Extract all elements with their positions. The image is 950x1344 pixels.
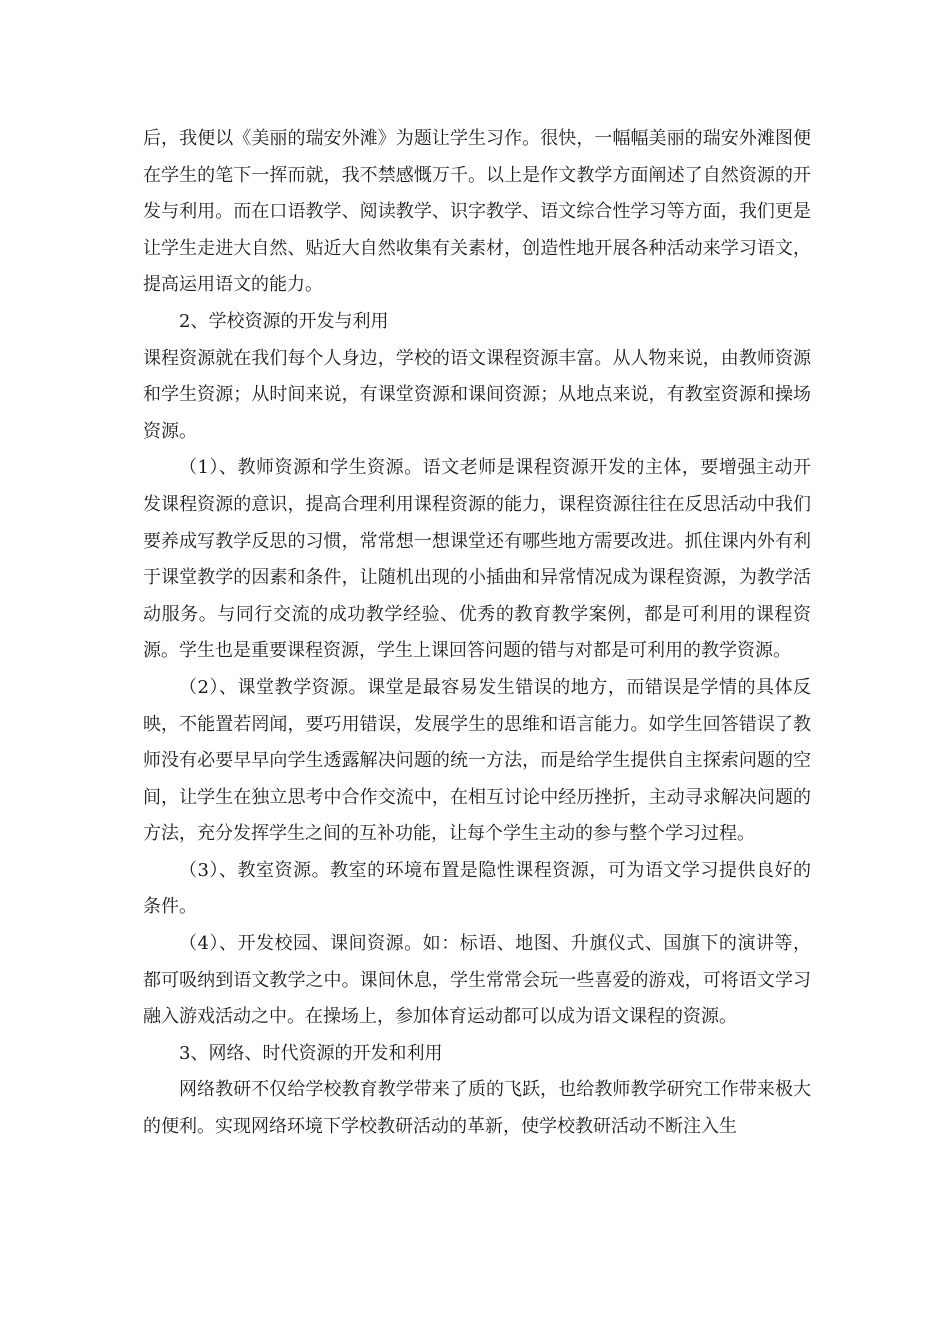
paragraph-teacher-student-resources: （1）、教师资源和学生资源。语文老师是课程资源开发的主体，要增强主动开发课程资源的意识，提高合理利用课程资源的能力，课程资源往往在反思活动中我们要养成写教学反思的习惯，常常想一想课堂还有哪些地方需要改进。抓住课内外有利于课堂教学的因素和条件，让随机出现的小插曲和异常情况成为课程资源，为教学活动服务。与同行交流的成功教学经验、优秀的教育教学案例，都是可利用的课程资源。学生也是重要课程资源，学生上课回答问题的错与对都是可利用的教学资源。: [143, 457, 811, 662]
section-heading-network-resources: 3、网络、时代资源的开发和利用: [179, 1042, 443, 1064]
paragraph-network-research: 网络教研不仅给学校教育教学带来了质的飞跃，也给教师教学研究工作带来极大的便利。实现网络环境下学校教研活动的革新，使学校教研活动不断注入生: [143, 1079, 811, 1138]
paragraph-classroom-teaching-resources: （2）、课堂教学资源。课堂是最容易发生错误的地方，而错误是学情的具体反映，不能置若罔闻，要巧用错误，发展学生的思维和语言能力。如学生回答错误了教师没有必要早早向学生透露解决问题的统一方法，而是给学生提供自主探索问题的空间，让学生在独立思考中合作交流中，在相互讨论中经历挫折，主动寻求解决问题的方法，充分发挥学生之间的互补功能，让每个学生主动的参与整个学习过程。: [143, 676, 811, 845]
document-body: [143, 121, 811, 1146]
section-heading-school-resources: 2、学校资源的开发与利用: [179, 310, 389, 332]
paragraph-classroom-environment-resources: （3）、教室资源。教室的环境布置是隐性课程资源，可为语文学习提供良好的条件。: [143, 859, 811, 918]
paragraph-school-resources-intro: 课程资源就在我们每个人身边，学校的语文课程资源丰富。从人物来说，由教师资源和学生资源；从时间来说，有课堂资源和课间资源；从地点来说，有教室资源和操场资源。: [143, 347, 811, 442]
paragraph-continuation: 后，我便以《美丽的瑞安外滩》为题让学生习作。很快，一幅幅美丽的瑞安外滩图便在学生的笔下一挥而就，我不禁感慨万千。以上是作文教学方面阐述了自然资源的开发与利用。而在口语教学、阅读教学、识字教学、语文综合性学习等方面，我们更是让学生走进大自然、贴近大自然收集有关素材，创造性地开展各种活动来学习语文，提高运用语文的能力。: [143, 128, 811, 296]
paragraph-campus-break-resources: （4）、开发校园、课间资源。如：标语、地图、升旗仪式、国旗下的演讲等，都可吸纳到语文教学之中。课间休息，学生常常会玩一些喜爱的游戏，可将语文学习融入游戏活动之中。在操场上，参加体育运动都可以成为语文课程的资源。: [143, 933, 811, 1028]
